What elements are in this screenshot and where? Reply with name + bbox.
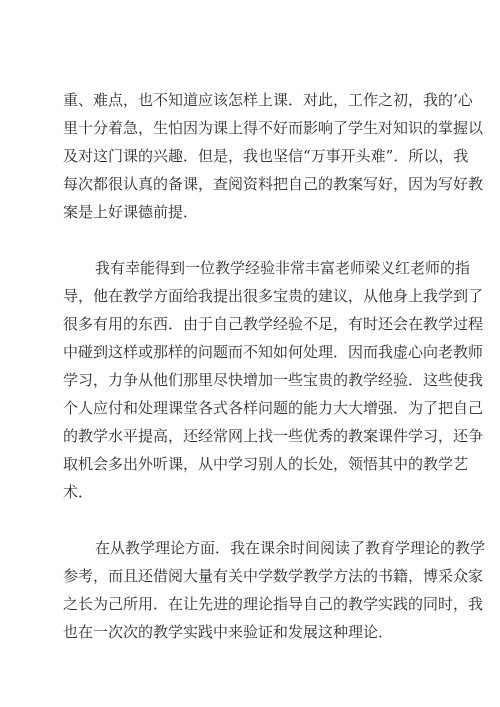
- paragraph-2-line-2: 导，他在教学方面给我提出很多宝贵的建议，从他身上我学到了: [63, 287, 484, 305]
- paragraph-1-line-3: 及对这门课的兴趣．但是，我也坚信“万事开头难”．所以，我: [63, 147, 469, 165]
- paragraph-3-line-1: 在从教学理论方面．我在课余时间阅读了教育学理论的教学: [95, 539, 486, 557]
- paragraph-2-line-6: 个人应付和处理课堂各式各样问题的能力大大增强．为了把自己: [63, 399, 484, 417]
- paragraph-1-line-4: 每次都很认真的备课，查阅资料把自己的教案写好，因为写好教: [63, 175, 484, 193]
- paragraph-2-line-8: 取机会多出外听课，从中学习别人的长处，领悟其中的教学艺: [63, 455, 469, 473]
- paragraph-2-line-7: 的教学水平提高，还经常网上找一些优秀的教案课件学习，还争: [63, 427, 484, 445]
- paragraph-3-line-2: 参考，而且还借阅大量有关中学数学教学方法的书籍，博采众家: [63, 567, 484, 585]
- paragraph-2-line-4: 中碰到这样或那样的问题而不知如何处理．因而我虚心向老教师: [63, 343, 484, 361]
- paragraph-3-line-4: 也在一次次的教学实践中来验证和发展这种理论．: [63, 623, 394, 641]
- paragraph-1-line-5: 案是上好课德前提．: [63, 203, 199, 221]
- paragraph-1-line-1: 重、难点，也不知道应该怎样上课．对此，工作之初，我的’心: [63, 91, 473, 109]
- paragraph-2-line-5: 学习，力争从他们那里尽快增加一些宝贵的教学经验．这些使我: [63, 371, 484, 389]
- paragraph-2-line-3: 很多有用的东西．由于自己教学经验不足，有时还会在教学过程: [63, 315, 484, 333]
- paragraph-3-line-3: 之长为己所用．在让先进的理论指导自己的教学实践的同时，我: [63, 595, 484, 613]
- paragraph-2-line-1: 我有幸能得到一位教学经验非常丰富老师梁义红老师的指: [95, 259, 471, 277]
- paragraph-2-line-9: 术．: [63, 483, 94, 501]
- paragraph-1-line-2: 里十分着急，生怕因为课上得不好而影响了学生对知识的掌握以: [63, 119, 484, 137]
